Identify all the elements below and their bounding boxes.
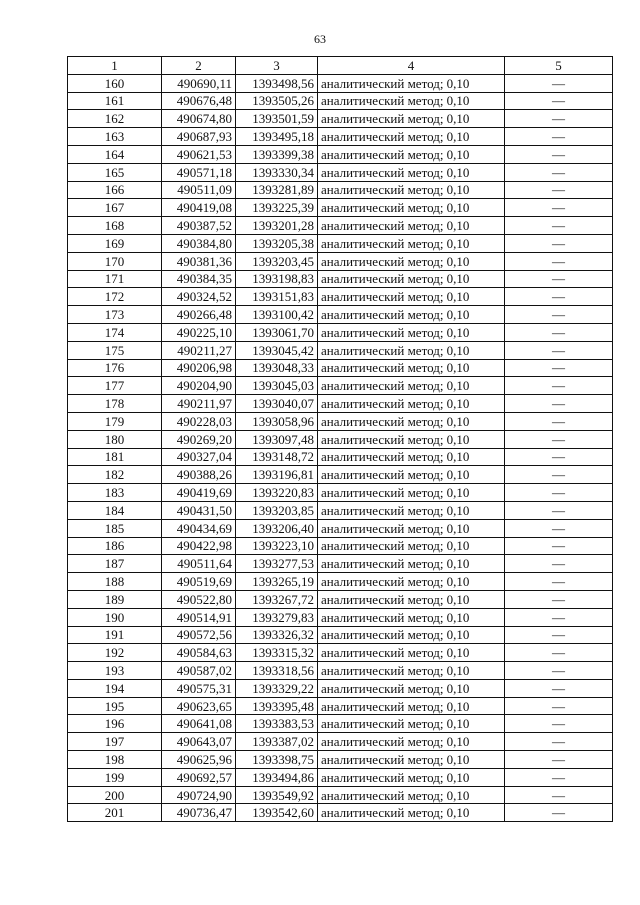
method-accuracy-cell: аналитический метод; 0,10: [318, 145, 505, 163]
method-accuracy-cell: аналитический метод; 0,10: [318, 128, 505, 146]
point-number-cell: 169: [68, 234, 162, 252]
table-row: [68, 145, 613, 163]
table-body: [68, 74, 613, 821]
method-accuracy-cell: аналитический метод; 0,10: [318, 430, 505, 448]
table-row: [68, 377, 613, 395]
y-coordinate-cell: 1393395,48: [236, 697, 318, 715]
y-coordinate-cell: 1393318,56: [236, 662, 318, 680]
point-number-cell: 176: [68, 359, 162, 377]
method-accuracy-cell: аналитический метод; 0,10: [318, 715, 505, 733]
note-cell: —: [505, 252, 613, 270]
y-coordinate-cell: 1393045,42: [236, 341, 318, 359]
note-cell: —: [505, 786, 613, 804]
point-number-cell: 197: [68, 733, 162, 751]
point-number-cell: 162: [68, 110, 162, 128]
point-number-cell: 178: [68, 395, 162, 413]
y-coordinate-cell: 1393203,85: [236, 501, 318, 519]
y-coordinate-cell: 1393097,48: [236, 430, 318, 448]
note-cell: —: [505, 270, 613, 288]
y-coordinate-cell: 1393549,92: [236, 786, 318, 804]
note-cell: —: [505, 163, 613, 181]
table-header-row: [68, 57, 613, 75]
y-coordinate-cell: 1393505,26: [236, 92, 318, 110]
table-row: [68, 92, 613, 110]
method-accuracy-cell: аналитический метод; 0,10: [318, 323, 505, 341]
x-coordinate-cell: 490643,07: [162, 733, 236, 751]
page-number: 63: [314, 32, 326, 46]
y-coordinate-cell: 1393279,83: [236, 608, 318, 626]
x-coordinate-cell: 490623,65: [162, 697, 236, 715]
note-cell: —: [505, 555, 613, 573]
point-number-cell: 177: [68, 377, 162, 395]
x-coordinate-cell: 490736,47: [162, 804, 236, 822]
method-accuracy-cell: аналитический метод; 0,10: [318, 448, 505, 466]
y-coordinate-cell: 1393040,07: [236, 395, 318, 413]
x-coordinate-cell: 490687,93: [162, 128, 236, 146]
x-coordinate-cell: 490269,20: [162, 430, 236, 448]
note-cell: —: [505, 679, 613, 697]
method-accuracy-cell: аналитический метод; 0,10: [318, 751, 505, 769]
point-number-cell: 172: [68, 288, 162, 306]
x-coordinate-cell: 490522,80: [162, 590, 236, 608]
point-number-cell: 182: [68, 466, 162, 484]
y-coordinate-cell: 1393398,75: [236, 751, 318, 769]
x-coordinate-cell: 490625,96: [162, 751, 236, 769]
method-accuracy-cell: аналитический метод; 0,10: [318, 679, 505, 697]
x-coordinate-cell: 490511,09: [162, 181, 236, 199]
point-number-cell: 186: [68, 537, 162, 555]
table-row: [68, 804, 613, 822]
x-coordinate-cell: 490384,35: [162, 270, 236, 288]
table-row: [68, 626, 613, 644]
note-cell: —: [505, 501, 613, 519]
table-row: [68, 181, 613, 199]
method-accuracy-cell: аналитический метод; 0,10: [318, 662, 505, 680]
x-coordinate-cell: 490584,63: [162, 644, 236, 662]
y-coordinate-cell: 1393495,18: [236, 128, 318, 146]
x-coordinate-cell: 490575,31: [162, 679, 236, 697]
x-coordinate-cell: 490388,26: [162, 466, 236, 484]
note-cell: —: [505, 733, 613, 751]
y-coordinate-cell: 1393383,53: [236, 715, 318, 733]
x-coordinate-cell: 490422,98: [162, 537, 236, 555]
note-cell: —: [505, 341, 613, 359]
table-row: [68, 751, 613, 769]
y-coordinate-cell: 1393151,83: [236, 288, 318, 306]
note-cell: —: [505, 573, 613, 591]
method-accuracy-cell: аналитический метод; 0,10: [318, 697, 505, 715]
note-cell: —: [505, 466, 613, 484]
note-cell: —: [505, 608, 613, 626]
note-cell: —: [505, 128, 613, 146]
method-accuracy-cell: аналитический метод; 0,10: [318, 359, 505, 377]
x-coordinate-cell: 490204,90: [162, 377, 236, 395]
point-number-cell: 184: [68, 501, 162, 519]
table-row: [68, 252, 613, 270]
method-accuracy-cell: аналитический метод; 0,10: [318, 110, 505, 128]
point-number-cell: 198: [68, 751, 162, 769]
table-row: [68, 359, 613, 377]
method-accuracy-cell: аналитический метод; 0,10: [318, 412, 505, 430]
table-row: [68, 163, 613, 181]
point-number-cell: 179: [68, 412, 162, 430]
x-coordinate-cell: 490381,36: [162, 252, 236, 270]
table-row: [68, 412, 613, 430]
point-number-cell: 174: [68, 323, 162, 341]
note-cell: —: [505, 145, 613, 163]
table-row: [68, 234, 613, 252]
note-cell: —: [505, 306, 613, 324]
x-coordinate-cell: 490211,97: [162, 395, 236, 413]
method-accuracy-cell: аналитический метод; 0,10: [318, 92, 505, 110]
note-cell: —: [505, 662, 613, 680]
x-coordinate-cell: 490514,91: [162, 608, 236, 626]
y-coordinate-cell: 1393148,72: [236, 448, 318, 466]
method-accuracy-cell: аналитический метод; 0,10: [318, 466, 505, 484]
method-accuracy-cell: аналитический метод; 0,10: [318, 341, 505, 359]
point-number-cell: 181: [68, 448, 162, 466]
y-coordinate-cell: 1393501,59: [236, 110, 318, 128]
x-coordinate-cell: 490419,69: [162, 484, 236, 502]
point-number-cell: 196: [68, 715, 162, 733]
point-number-cell: 170: [68, 252, 162, 270]
x-coordinate-cell: 490225,10: [162, 323, 236, 341]
method-accuracy-cell: аналитический метод; 0,10: [318, 501, 505, 519]
point-number-cell: 173: [68, 306, 162, 324]
x-coordinate-cell: 490511,64: [162, 555, 236, 573]
y-coordinate-cell: 1393329,22: [236, 679, 318, 697]
y-coordinate-cell: 1393220,83: [236, 484, 318, 502]
note-cell: —: [505, 751, 613, 769]
y-coordinate-cell: 1393196,81: [236, 466, 318, 484]
y-coordinate-cell: 1393201,28: [236, 217, 318, 235]
table-row: [68, 573, 613, 591]
point-number-cell: 190: [68, 608, 162, 626]
column-header-1: 1: [68, 57, 162, 75]
note-cell: —: [505, 484, 613, 502]
method-accuracy-cell: аналитический метод; 0,10: [318, 252, 505, 270]
coordinates-table: [67, 56, 613, 822]
point-number-cell: 168: [68, 217, 162, 235]
table-row: [68, 323, 613, 341]
y-coordinate-cell: 1393542,60: [236, 804, 318, 822]
note-cell: —: [505, 234, 613, 252]
note-cell: —: [505, 804, 613, 822]
x-coordinate-cell: 490434,69: [162, 519, 236, 537]
table-row: [68, 74, 613, 92]
note-cell: —: [505, 537, 613, 555]
table-row: [68, 537, 613, 555]
table-row: [68, 270, 613, 288]
x-coordinate-cell: 490621,53: [162, 145, 236, 163]
column-header-3: 3: [236, 57, 318, 75]
note-cell: —: [505, 519, 613, 537]
table-row: [68, 341, 613, 359]
y-coordinate-cell: 1393203,45: [236, 252, 318, 270]
method-accuracy-cell: аналитический метод; 0,10: [318, 786, 505, 804]
table-row: [68, 288, 613, 306]
note-cell: —: [505, 288, 613, 306]
x-coordinate-cell: 490571,18: [162, 163, 236, 181]
table-row: [68, 786, 613, 804]
table-row: [68, 430, 613, 448]
method-accuracy-cell: аналитический метод; 0,10: [318, 519, 505, 537]
point-number-cell: 188: [68, 573, 162, 591]
note-cell: —: [505, 217, 613, 235]
y-coordinate-cell: 1393206,40: [236, 519, 318, 537]
x-coordinate-cell: 490641,08: [162, 715, 236, 733]
x-coordinate-cell: 490572,56: [162, 626, 236, 644]
method-accuracy-cell: аналитический метод; 0,10: [318, 288, 505, 306]
x-coordinate-cell: 490519,69: [162, 573, 236, 591]
y-coordinate-cell: 1393326,32: [236, 626, 318, 644]
x-coordinate-cell: 490228,03: [162, 412, 236, 430]
note-cell: —: [505, 448, 613, 466]
y-coordinate-cell: 1393387,02: [236, 733, 318, 751]
y-coordinate-cell: 1393315,32: [236, 644, 318, 662]
note-cell: —: [505, 181, 613, 199]
x-coordinate-cell: 490266,48: [162, 306, 236, 324]
method-accuracy-cell: аналитический метод; 0,10: [318, 573, 505, 591]
method-accuracy-cell: аналитический метод; 0,10: [318, 270, 505, 288]
x-coordinate-cell: 490724,90: [162, 786, 236, 804]
table-row: [68, 519, 613, 537]
method-accuracy-cell: аналитический метод; 0,10: [318, 234, 505, 252]
method-accuracy-cell: аналитический метод; 0,10: [318, 608, 505, 626]
point-number-cell: 189: [68, 590, 162, 608]
point-number-cell: 195: [68, 697, 162, 715]
point-number-cell: 171: [68, 270, 162, 288]
point-number-cell: 192: [68, 644, 162, 662]
table-row: [68, 555, 613, 573]
point-number-cell: 160: [68, 74, 162, 92]
note-cell: —: [505, 74, 613, 92]
method-accuracy-cell: аналитический метод; 0,10: [318, 555, 505, 573]
point-number-cell: 167: [68, 199, 162, 217]
x-coordinate-cell: 490211,27: [162, 341, 236, 359]
method-accuracy-cell: аналитический метод; 0,10: [318, 537, 505, 555]
method-accuracy-cell: аналитический метод; 0,10: [318, 377, 505, 395]
column-header-5: 5: [505, 57, 613, 75]
point-number-cell: 193: [68, 662, 162, 680]
note-cell: —: [505, 395, 613, 413]
y-coordinate-cell: 1393225,39: [236, 199, 318, 217]
note-cell: —: [505, 644, 613, 662]
note-cell: —: [505, 626, 613, 644]
y-coordinate-cell: 1393494,86: [236, 768, 318, 786]
table-row: [68, 768, 613, 786]
table-row: [68, 466, 613, 484]
note-cell: —: [505, 323, 613, 341]
y-coordinate-cell: 1393198,83: [236, 270, 318, 288]
point-number-cell: 180: [68, 430, 162, 448]
method-accuracy-cell: аналитический метод; 0,10: [318, 199, 505, 217]
method-accuracy-cell: аналитический метод; 0,10: [318, 733, 505, 751]
method-accuracy-cell: аналитический метод; 0,10: [318, 484, 505, 502]
point-number-cell: 164: [68, 145, 162, 163]
table-row: [68, 644, 613, 662]
table-row: [68, 679, 613, 697]
table-row: [68, 199, 613, 217]
note-cell: —: [505, 768, 613, 786]
y-coordinate-cell: 1393048,33: [236, 359, 318, 377]
point-number-cell: 163: [68, 128, 162, 146]
note-cell: —: [505, 92, 613, 110]
point-number-cell: 201: [68, 804, 162, 822]
x-coordinate-cell: 490674,80: [162, 110, 236, 128]
point-number-cell: 199: [68, 768, 162, 786]
y-coordinate-cell: 1393498,56: [236, 74, 318, 92]
x-coordinate-cell: 490324,52: [162, 288, 236, 306]
y-coordinate-cell: 1393205,38: [236, 234, 318, 252]
y-coordinate-cell: 1393265,19: [236, 573, 318, 591]
table-row: [68, 501, 613, 519]
method-accuracy-cell: аналитический метод; 0,10: [318, 590, 505, 608]
x-coordinate-cell: 490206,98: [162, 359, 236, 377]
y-coordinate-cell: 1393223,10: [236, 537, 318, 555]
x-coordinate-cell: 490692,57: [162, 768, 236, 786]
x-coordinate-cell: 490384,80: [162, 234, 236, 252]
point-number-cell: 161: [68, 92, 162, 110]
y-coordinate-cell: 1393399,38: [236, 145, 318, 163]
point-number-cell: 175: [68, 341, 162, 359]
x-coordinate-cell: 490431,50: [162, 501, 236, 519]
y-coordinate-cell: 1393281,89: [236, 181, 318, 199]
table-row: [68, 484, 613, 502]
point-number-cell: 165: [68, 163, 162, 181]
table-row: [68, 395, 613, 413]
method-accuracy-cell: аналитический метод; 0,10: [318, 163, 505, 181]
point-number-cell: 200: [68, 786, 162, 804]
point-number-cell: 183: [68, 484, 162, 502]
x-coordinate-cell: 490676,48: [162, 92, 236, 110]
table-row: [68, 110, 613, 128]
table-row: [68, 697, 613, 715]
y-coordinate-cell: 1393045,03: [236, 377, 318, 395]
y-coordinate-cell: 1393277,53: [236, 555, 318, 573]
method-accuracy-cell: аналитический метод; 0,10: [318, 306, 505, 324]
table-row: [68, 608, 613, 626]
method-accuracy-cell: аналитический метод; 0,10: [318, 74, 505, 92]
method-accuracy-cell: аналитический метод; 0,10: [318, 217, 505, 235]
y-coordinate-cell: 1393100,42: [236, 306, 318, 324]
note-cell: —: [505, 430, 613, 448]
column-header-2: 2: [162, 57, 236, 75]
point-number-cell: 187: [68, 555, 162, 573]
table-row: [68, 128, 613, 146]
table-row: [68, 217, 613, 235]
point-number-cell: 185: [68, 519, 162, 537]
table-row: [68, 306, 613, 324]
x-coordinate-cell: 490387,52: [162, 217, 236, 235]
note-cell: —: [505, 199, 613, 217]
note-cell: —: [505, 697, 613, 715]
table-row: [68, 715, 613, 733]
method-accuracy-cell: аналитический метод; 0,10: [318, 804, 505, 822]
note-cell: —: [505, 590, 613, 608]
x-coordinate-cell: 490419,08: [162, 199, 236, 217]
x-coordinate-cell: 490690,11: [162, 74, 236, 92]
note-cell: —: [505, 412, 613, 430]
point-number-cell: 194: [68, 679, 162, 697]
y-coordinate-cell: 1393330,34: [236, 163, 318, 181]
y-coordinate-cell: 1393058,96: [236, 412, 318, 430]
y-coordinate-cell: 1393061,70: [236, 323, 318, 341]
note-cell: —: [505, 110, 613, 128]
method-accuracy-cell: аналитический метод; 0,10: [318, 395, 505, 413]
method-accuracy-cell: аналитический метод; 0,10: [318, 644, 505, 662]
x-coordinate-cell: 490327,04: [162, 448, 236, 466]
table-row: [68, 733, 613, 751]
x-coordinate-cell: 490587,02: [162, 662, 236, 680]
note-cell: —: [505, 377, 613, 395]
note-cell: —: [505, 359, 613, 377]
method-accuracy-cell: аналитический метод; 0,10: [318, 181, 505, 199]
method-accuracy-cell: аналитический метод; 0,10: [318, 626, 505, 644]
table-row: [68, 590, 613, 608]
method-accuracy-cell: аналитический метод; 0,10: [318, 768, 505, 786]
note-cell: —: [505, 715, 613, 733]
point-number-cell: 166: [68, 181, 162, 199]
table-row: [68, 662, 613, 680]
point-number-cell: 191: [68, 626, 162, 644]
column-header-4: 4: [318, 57, 505, 75]
y-coordinate-cell: 1393267,72: [236, 590, 318, 608]
table-row: [68, 448, 613, 466]
